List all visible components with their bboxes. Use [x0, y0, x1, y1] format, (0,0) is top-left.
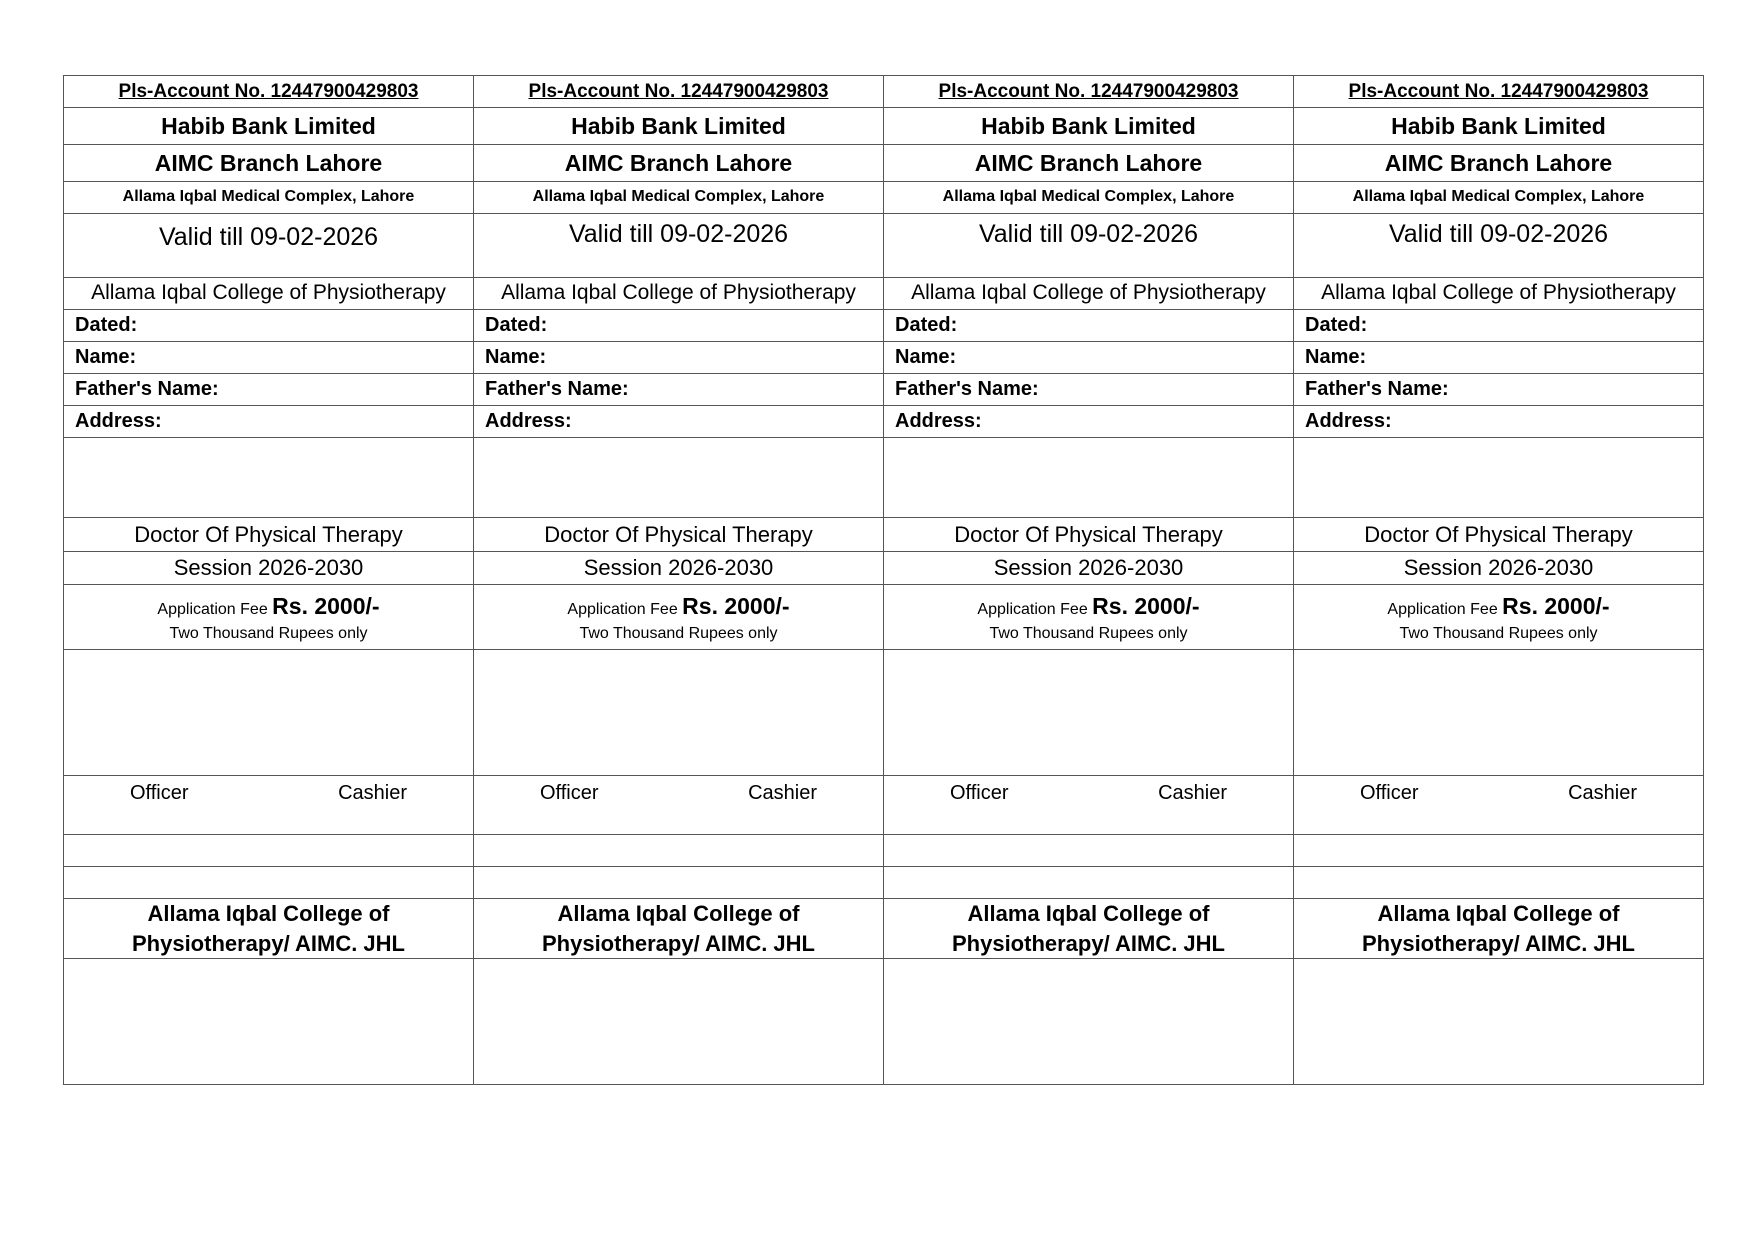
- program-name: Doctor Of Physical Therapy: [1294, 518, 1704, 552]
- complex-name: Allama Iqbal Medical Complex, Lahore: [474, 182, 884, 214]
- father-name-field[interactable]: Father's Name:: [64, 374, 474, 406]
- account-number: Pls-Account No. 12447900429803: [528, 80, 829, 102]
- session-row: [64, 552, 1704, 585]
- footer-row: [64, 899, 1704, 959]
- complex-name: Allama Iqbal Medical Complex, Lahore: [884, 182, 1294, 214]
- validity-date: Valid till 09-02-2026: [1294, 214, 1704, 278]
- cashier-label: Cashier: [338, 782, 407, 804]
- college-name: Allama Iqbal College of Physiotherapy: [884, 278, 1294, 310]
- account-row: [64, 76, 1704, 108]
- program-row: [64, 518, 1704, 552]
- fee-cell: [884, 585, 1294, 650]
- account-cell-copy-4: [1294, 76, 1704, 108]
- name-field[interactable]: Name:: [1294, 342, 1704, 374]
- empty-row: [64, 867, 1704, 899]
- footer-line-1: Allama Iqbal College of: [147, 901, 390, 926]
- account-cell-copy-1: [64, 76, 474, 108]
- bank-name: Habib Bank Limited: [474, 108, 884, 145]
- footer-cell: [1294, 899, 1704, 959]
- college-name: Allama Iqbal College of Physiotherapy: [474, 278, 884, 310]
- stamp-space: [474, 650, 884, 776]
- stamp-space: [64, 650, 474, 776]
- college-name: Allama Iqbal College of Physiotherapy: [1294, 278, 1704, 310]
- bottom-space: [1294, 959, 1704, 1085]
- signature-cell: [474, 776, 884, 835]
- session-text: Session 2026-2030: [474, 552, 884, 585]
- bank-name: Habib Bank Limited: [884, 108, 1294, 145]
- session-text: Session 2026-2030: [884, 552, 1294, 585]
- validity-row: [64, 214, 1704, 278]
- address-field[interactable]: Address:: [64, 406, 474, 438]
- signature-row: [64, 776, 1704, 835]
- address-row: [64, 406, 1704, 438]
- fee-cell: [1294, 585, 1704, 650]
- footer-cell: [64, 899, 474, 959]
- stamp-space-row: [64, 650, 1704, 776]
- footer-cell: [474, 899, 884, 959]
- fee-challan-table: [63, 75, 1704, 1085]
- session-text: Session 2026-2030: [1294, 552, 1704, 585]
- fee-label: Application Fee: [567, 600, 678, 618]
- college-name: Allama Iqbal College of Physiotherapy: [64, 278, 474, 310]
- dated-row: [64, 310, 1704, 342]
- empty-cell: [884, 867, 1294, 899]
- fee-row: [64, 585, 1704, 650]
- fee-label: Application Fee: [977, 600, 1088, 618]
- empty-row: [64, 835, 1704, 867]
- empty-cell: [1294, 835, 1704, 867]
- fee-cell: [64, 585, 474, 650]
- officer-label: Officer: [540, 782, 599, 804]
- account-number: Pls-Account No. 12447900429803: [1348, 80, 1649, 102]
- account-number: Pls-Account No. 12447900429803: [118, 80, 419, 102]
- bank-name: Habib Bank Limited: [64, 108, 474, 145]
- bottom-space-row: [64, 959, 1704, 1085]
- complex-row: [64, 182, 1704, 214]
- fee-in-words: Two Thousand Rupees only: [989, 625, 1188, 643]
- name-field[interactable]: Name:: [474, 342, 884, 374]
- empty-cell: [64, 867, 474, 899]
- cashier-label: Cashier: [1158, 782, 1227, 804]
- branch-row: [64, 145, 1704, 182]
- footer-line-2: Physiotherapy/ AIMC. JHL: [131, 930, 405, 956]
- address-space-row: [64, 438, 1704, 518]
- account-number: Pls-Account No. 12447900429803: [938, 80, 1239, 102]
- address-space[interactable]: [474, 438, 884, 518]
- name-row: [64, 342, 1704, 374]
- officer-label: Officer: [950, 782, 1009, 804]
- complex-name: Allama Iqbal Medical Complex, Lahore: [1294, 182, 1704, 214]
- validity-date: Valid till 09-02-2026: [64, 214, 474, 278]
- account-cell-copy-2: [474, 76, 884, 108]
- fee-amount: Rs. 2000/-: [272, 592, 380, 619]
- empty-cell: [474, 867, 884, 899]
- complex-name: Allama Iqbal Medical Complex, Lahore: [64, 182, 474, 214]
- bottom-space: [884, 959, 1294, 1085]
- signature-cell: [64, 776, 474, 835]
- fee-amount: Rs. 2000/-: [1502, 592, 1610, 619]
- session-text: Session 2026-2030: [64, 552, 474, 585]
- officer-label: Officer: [1360, 782, 1419, 804]
- dated-field[interactable]: Dated:: [1294, 310, 1704, 342]
- address-field[interactable]: Address:: [1294, 406, 1704, 438]
- fee-in-words: Two Thousand Rupees only: [1399, 625, 1598, 643]
- college-row: [64, 278, 1704, 310]
- branch-name: AIMC Branch Lahore: [474, 145, 884, 182]
- address-field[interactable]: Address:: [884, 406, 1294, 438]
- empty-cell: [474, 835, 884, 867]
- program-name: Doctor Of Physical Therapy: [884, 518, 1294, 552]
- address-field[interactable]: Address:: [474, 406, 884, 438]
- fee-label: Application Fee: [1387, 600, 1498, 618]
- footer-line-2: Physiotherapy/ AIMC. JHL: [951, 930, 1225, 956]
- father-name-field[interactable]: Father's Name:: [884, 374, 1294, 406]
- name-field[interactable]: Name:: [64, 342, 474, 374]
- footer-line-2: Physiotherapy/ AIMC. JHL: [541, 930, 815, 956]
- father-name-field[interactable]: Father's Name:: [1294, 374, 1704, 406]
- address-space[interactable]: [1294, 438, 1704, 518]
- address-space[interactable]: [64, 438, 474, 518]
- fee-label: Application Fee: [157, 600, 268, 618]
- footer-line-2: Physiotherapy/ AIMC. JHL: [1361, 930, 1635, 956]
- footer-line-1: Allama Iqbal College of: [557, 901, 800, 926]
- cashier-label: Cashier: [1568, 782, 1637, 804]
- fee-in-words: Two Thousand Rupees only: [169, 625, 368, 643]
- officer-label: Officer: [130, 782, 189, 804]
- empty-cell: [64, 835, 474, 867]
- account-cell-copy-3: [884, 76, 1294, 108]
- father-name-row: [64, 374, 1704, 406]
- bank-name: Habib Bank Limited: [1294, 108, 1704, 145]
- validity-date: Valid till 09-02-2026: [474, 214, 884, 278]
- footer-cell: [884, 899, 1294, 959]
- bottom-space: [474, 959, 884, 1085]
- empty-cell: [1294, 867, 1704, 899]
- stamp-space: [884, 650, 1294, 776]
- father-name-field[interactable]: Father's Name:: [474, 374, 884, 406]
- signature-cell: [884, 776, 1294, 835]
- name-field[interactable]: Name:: [884, 342, 1294, 374]
- bank-row: [64, 108, 1704, 145]
- fee-amount: Rs. 2000/-: [1092, 592, 1200, 619]
- dated-field[interactable]: Dated:: [64, 310, 474, 342]
- signature-cell: [1294, 776, 1704, 835]
- stamp-space: [1294, 650, 1704, 776]
- fee-amount: Rs. 2000/-: [682, 592, 790, 619]
- program-name: Doctor Of Physical Therapy: [474, 518, 884, 552]
- footer-line-1: Allama Iqbal College of: [967, 901, 1210, 926]
- branch-name: AIMC Branch Lahore: [64, 145, 474, 182]
- branch-name: AIMC Branch Lahore: [1294, 145, 1704, 182]
- validity-date: Valid till 09-02-2026: [884, 214, 1294, 278]
- dated-field[interactable]: Dated:: [884, 310, 1294, 342]
- footer-line-1: Allama Iqbal College of: [1377, 901, 1620, 926]
- branch-name: AIMC Branch Lahore: [884, 145, 1294, 182]
- fee-in-words: Two Thousand Rupees only: [579, 625, 778, 643]
- address-space[interactable]: [884, 438, 1294, 518]
- cashier-label: Cashier: [748, 782, 817, 804]
- fee-cell: [474, 585, 884, 650]
- bottom-space: [64, 959, 474, 1085]
- dated-field[interactable]: Dated:: [474, 310, 884, 342]
- program-name: Doctor Of Physical Therapy: [64, 518, 474, 552]
- empty-cell: [884, 835, 1294, 867]
